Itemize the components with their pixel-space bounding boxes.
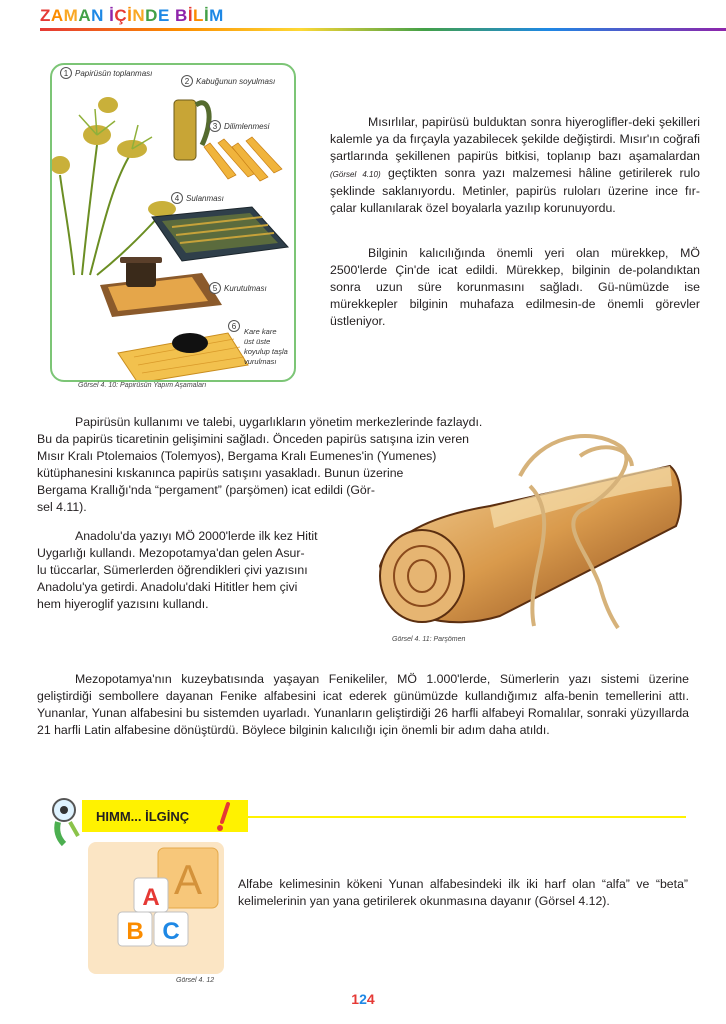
- block-letter-a: A: [142, 884, 160, 911]
- exclamation-icon: [210, 802, 236, 832]
- step-6-label: 6: [228, 320, 240, 332]
- title-letter: D: [145, 6, 158, 25]
- step-6-text: Kare kare üst üste koyulup taşla vurulması: [244, 327, 288, 366]
- title-letter: İ: [127, 6, 133, 25]
- page-number: 124: [351, 991, 375, 1007]
- papyrus-plant-icon: [60, 145, 160, 275]
- figure-4-12-caption: Görsel 4. 12: [176, 977, 215, 984]
- drying-press-icon: [100, 257, 222, 317]
- figure-4-11-caption: Görsel 4. 11: Parşömen: [392, 636, 466, 643]
- header-rainbow-rule: [40, 28, 726, 31]
- paragraph-phoenician: Mezopotamya'nın kuzeybatısında yaşayan Fenikeliler, MÖ 1.000'lerde, Sümerlerin yazı sistemi üzerine geliştirdiği sembollere dayanan Fenike alfabesini icat ederek günümüzde kullandığımız alfa-benin temellerini attı. Yunanlar, Yunan alfabesini bu sistemden uyarladı. Yunanların geliştirdiği 26 harfli alfabeyi Romalılar, sonraki yüzyıllarda 21 harfli Latin alfabesine dönüştürdü. Böylece bilginin kalıcılığı için önemli bir adım daha atıldı.: [37, 672, 689, 737]
- back-letter-a: A: [173, 856, 203, 903]
- pounding-stone-icon: [118, 333, 248, 382]
- step-5-label: 5 Kurutulması: [209, 282, 267, 294]
- title-letter: İ: [187, 6, 194, 25]
- sliced-strips-icon: [204, 137, 282, 181]
- title-letter: M: [63, 6, 79, 25]
- step-3-label: 3 Dilimlenmesi: [209, 120, 269, 132]
- abc-blocks-image: [88, 842, 224, 974]
- title-letter: L: [193, 6, 204, 25]
- section-title: [40, 6, 224, 26]
- figure-4-10-caption: Görsel 4. 10: Papirüsün Yapım Aşamaları: [78, 382, 207, 389]
- block-letter-c: C: [162, 918, 180, 945]
- himm-rule: [248, 816, 686, 818]
- magnifier-character-icon: [50, 796, 84, 848]
- step-4-label: 4 Sulanması: [171, 192, 224, 204]
- soaking-tray-icon: [152, 207, 288, 261]
- section-title-letters: [40, 6, 224, 25]
- peeled-stalk-icon: [174, 100, 209, 160]
- step-1-label: 1 Papirüsün toplanması: [60, 67, 152, 79]
- block-letter-b: B: [126, 918, 144, 945]
- himm-ilginc-banner: [82, 800, 248, 832]
- title-letter: B: [175, 6, 188, 25]
- title-letter: Ç: [114, 6, 128, 25]
- step-2-label: 2 Kabuğunun soyulması: [181, 75, 275, 87]
- paragraph-anatolia: Anadolu'da yazıyı MÖ 2000'lerde ilk kez Hitit Uygarlığı kullandı. Mezopotamya'dan gelen Asur- lu tüccarlar, Sümerlerden öğrendikleri çivi yazısını Anadolu'ya getirdi. Anadolu'daki Hititler hem çivi hem hiyeroglif yazısını kullandı.: [37, 529, 318, 611]
- title-letter: İ: [109, 6, 115, 25]
- title-letter: İ: [203, 6, 210, 25]
- title-letter: N: [91, 6, 104, 25]
- title-letter: A: [50, 6, 64, 25]
- paragraph-ink: Bilginin kalıcılığında önemli yeri olan mürekkep, MÖ 2500'lerde Çin'de icat edildi. Mürekkep, bilginin de-polandıktan sonra uzun süre korunmasını sağladı. Gü-nümüzde ise mürekkepler bilginin muhafaza edilmesin-de önemli görevler üstleniyor.: [330, 246, 700, 328]
- title-letter: M: [209, 6, 224, 25]
- title-letter: A: [78, 6, 92, 25]
- title-letter: N: [132, 6, 146, 25]
- papyrus-steps-figure: [50, 63, 296, 382]
- title-letter: Z: [40, 6, 51, 25]
- paragraph-parchment: Papirüsün kullanımı ve talebi, uygarlıkların yönetim merkezlerinde fazlaydı. Bu da papirüs ticaretinin gelişimini sağladı. Önceden papirüs satışına izin veren Mısır Kralı Ptolemaios (Tolemyos), Bergama Kralı Eumenes'in (Yumenes) kütüphanesini kıskanınca papirüs satışını yasakladı. Bunun üzerine Bergama Krallığı'nda “pergament” (parşömen) icat edildi (Gör- sel 4.11).: [37, 415, 483, 514]
- himm-text: Alfabe kelimesinin kökeni Yunan alfabesindeki ilk iki harf olan “alfa” ve “beta” kelimelerinin yan yana getirilerek okunmasına dayanır (Görsel 4.12).: [238, 877, 688, 908]
- himm-ilginc-label: HIMM... İLGİNÇ: [96, 808, 190, 824]
- title-letter: E: [157, 6, 170, 25]
- paragraph-papyrus-intro: Mısırlılar, papirüsü bulduktan sonra hiyeroglifler-deki şekilleri kalemle ya da fırçayla yazabilecek şekilde değiştirdi. Mısır'ın coğrafi şartlarında şekillenen papirüs bitkisi, toplanıp bazı aşamalardan (Görsel 4.10) geçtikten sonra yazı malzemesi hâline getirilerek rulo şeklinde saklanıyordu. Metinler, papirüs ruloları üzerine ince fır-çalar kullanılarak özel boyalarla yazılıp korunuyordu.: [330, 115, 701, 215]
